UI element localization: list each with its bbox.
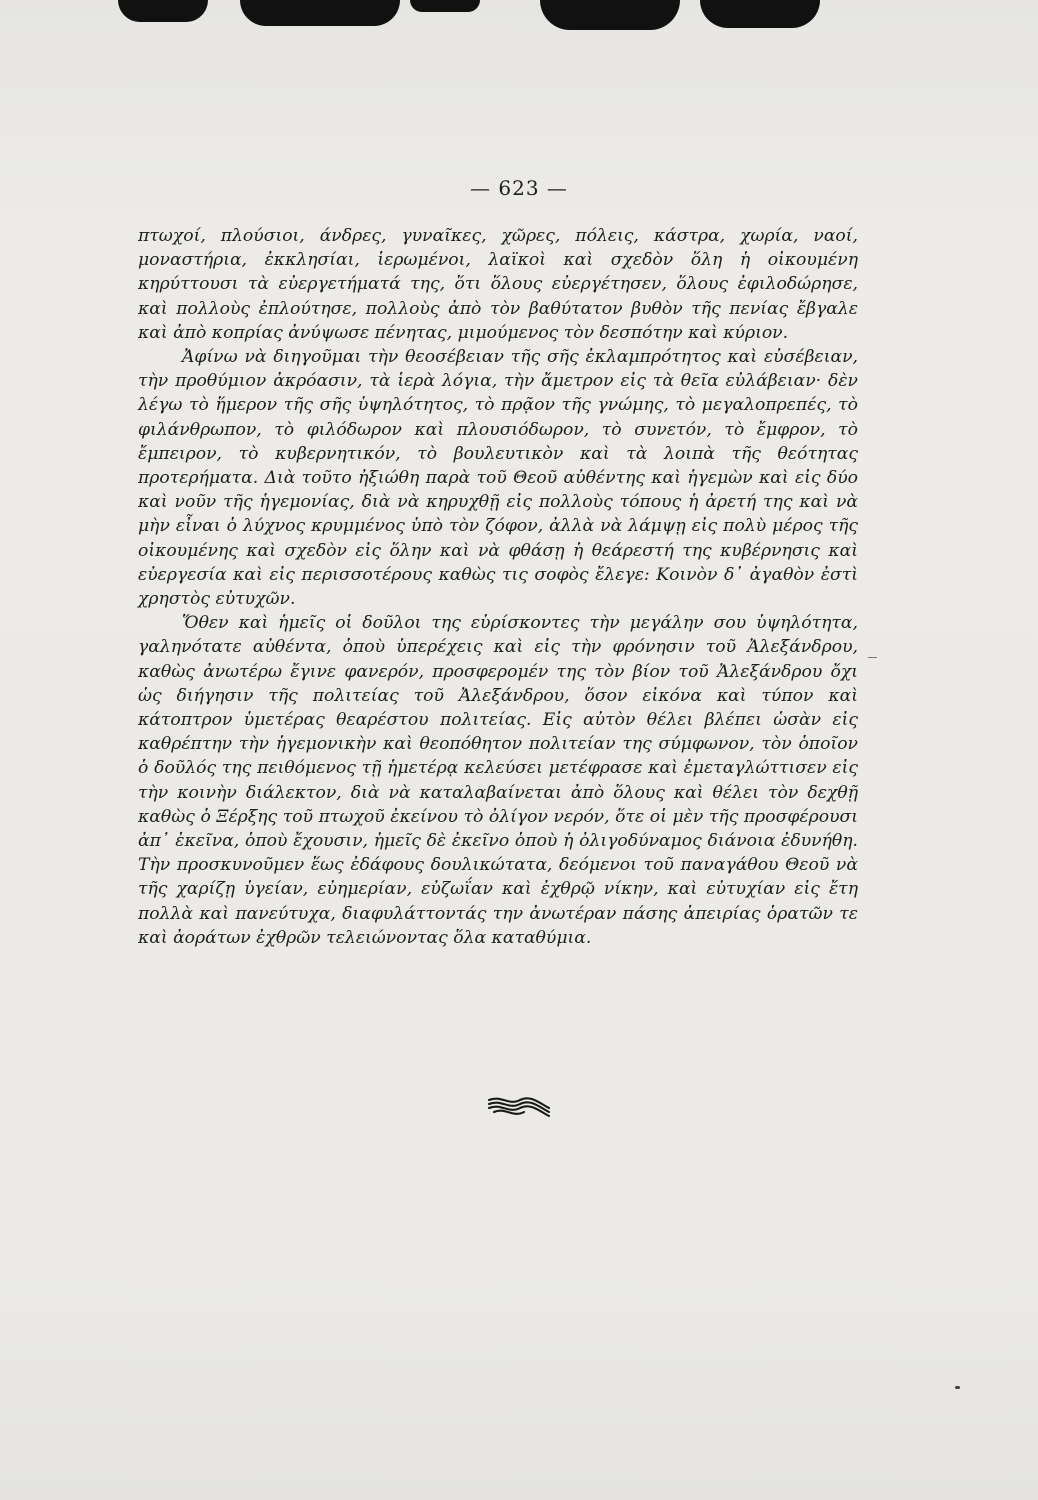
paragraph-3: Ὅθεν καὶ ἡμεῖς οἱ δοῦλοι της εὑρίσκοντες τὴν μεγάλην σου ὑψηλότητα, γαληνότατε αὐθέντα, ὁποὺ ὑπερέχεις καὶ εἰς τὴν φρόνησιν τοῦ Ἀλεξάνδρου, καθὼς ἀνωτέρω ἔγινε φανερόν, προσφερομέν της τὸν βίον τοῦ Ἀλεξάνδρου ὄχι ὡς διήγησιν τῆς πολιτείας τοῦ Ἀλεξάνδρου, ὅσον εἰκόνα καὶ τύπον καὶ κάτοπτρον ὑμετέρας θεαρέστου πολιτείας. Εἰς αὐτὸν θέλει βλέπει ὡσὰν εἰς καθρέπτην τὴν ἡγεμονικὴν καὶ θεοπόθητον πολιτείαν της σύμφωνον, τὸν ὁποῖον ὁ δοῦλός της πειθόμενος τῇ ἡμετέρᾳ κελεύσει μετέφρασε καὶ ἐμεταγλώττισεν εἰς τὴν κοινὴν διάλεκτον, διὰ νὰ καταλαβαίνεται ἀπὸ ὅλους καὶ θέλει τὸν δεχθῇ καθὼς ὁ Ξέρξης τοῦ πτωχοῦ ἐκείνου τὸ ὀλίγον νερόν, ὅτε οἱ μὲν τῆς προσφέρουσι ἀπ᾽ ἐκεῖνα, ὁποὺ ἔχουσιν, ἡμεῖς δὲ ἐκεῖνο ὁποὺ ἡ ὀλιγοδύναμος διάνοια ἐδυνήθη. Τὴν προσκυνοῦμεν ἕως ἐδάφους δουλικώτατα, δεόμενοι τοῦ παναγάθου Θεοῦ νὰ τῆς χαρίζῃ ὑγείαν, εὐημερίαν, εὐζωΐαν καὶ ἐχθρῷ νίκην, καὶ εὐτυχίαν εἰς ἔτη πολλὰ καὶ πανεύτυχα, διαφυλάττοντάς την ἀνωτέραν πάσης ἀπειρίας ὁρατῶν τε καὶ ἀοράτων ἐχθρῶν τελειώνοντας ὅλα καταθύμια.: [138, 613, 858, 948]
body-text: [138, 224, 858, 950]
page-number: — 623 —: [470, 176, 568, 200]
paragraph-2: Ἀφίνω νὰ διηγοῦμαι τὴν θεοσέβειαν τῆς σῆς ἐκλαμπρότητος καὶ εὐσέβειαν, τὴν προθύμιον ἀκρόασιν, τὰ ἱερὰ λόγια, τὴν ἄμετρον εἰς τὰ θεῖα εὐλάβειαν· δὲν λέγω τὸ ἥμερον τῆς σῆς ὑψηλότητος, τὸ πρᾷον τῆς γνώμης, τὸ μεγαλοπρεπές, τὸ φιλάνθρωπον, τὸ φιλόδωρον καὶ πλουσιόδωρον, τὸ συνετόν, τὸ ἔμφρον, τὸ ἔμπειρον, τὸ κυβερνητικόν, τὸ βουλευτικὸν καὶ τὰ λοιπὰ τῆς θεότητας προτερήματα. Διὰ τοῦτο ἠξιώθη παρὰ τοῦ Θεοῦ αὐθέντης καὶ ἡγεμὼν καὶ εἰς δύο καὶ νοῦν τῆς ἡγεμονίας, διὰ νὰ κηρυχθῇ εἰς πολλοὺς τόπους ἡ ἀρετή της καὶ νὰ μὴν εἶναι ὁ λύχνος κρυμμένος ὑπὸ τὸν ζόφον, ἀλλὰ νὰ λάμψῃ εἰς πολὺ μέρος τῆς οἰκουμένης καὶ σχεδὸν εἰς ὅλην καὶ νὰ φθάσῃ ἡ θεάρεστή της κυβέρνησις καὶ εὐεργεσία καὶ εἰς περισσοτέρους καθὼς τις σοφὸς ἔλεγε: Κοινὸν δ᾽ ἀγαθὸν ἐστὶ χρηστὸς εὐτυχῶν.: [138, 347, 858, 610]
scan-edge-shadow: [700, 0, 820, 28]
paragraph-1: πτωχοί, πλούσιοι, άνδρες, γυναῖκες, χῶρες, πόλεις, κάστρα, χωρία, ναοί, μοναστήρια, ἐκκλησίαι, ἱερωμένοι, λαϊκοὶ καὶ σχεδὸν ὅλη ἡ οἰκουμένη κηρύττουσι τὰ εὐεργετήματά της, ὅτι ὅλους εὐεργέτησεν, ὅλους ἐφιλοδώρησε, καὶ πολλοὺς ἐπλούτησε, πολλοὺς ἀπὸ τὸν βαθύτατον βυθὸν τῆς πενίας ἔβγαλε καὶ ἀπὸ κοπρίας ἀνύψωσε πένητας, μιμούμενος τὸν δεσπότην καὶ κύριον.: [138, 226, 858, 343]
scan-edge-shadow: [410, 0, 480, 12]
ornament-icon: [487, 1093, 551, 1119]
scan-edge-shadow: [540, 0, 680, 30]
margin-mark: [868, 657, 877, 658]
scan-edge-shadow: [118, 0, 208, 22]
scan-edge-shadow: [240, 0, 400, 26]
paper-speck: [955, 1386, 960, 1389]
